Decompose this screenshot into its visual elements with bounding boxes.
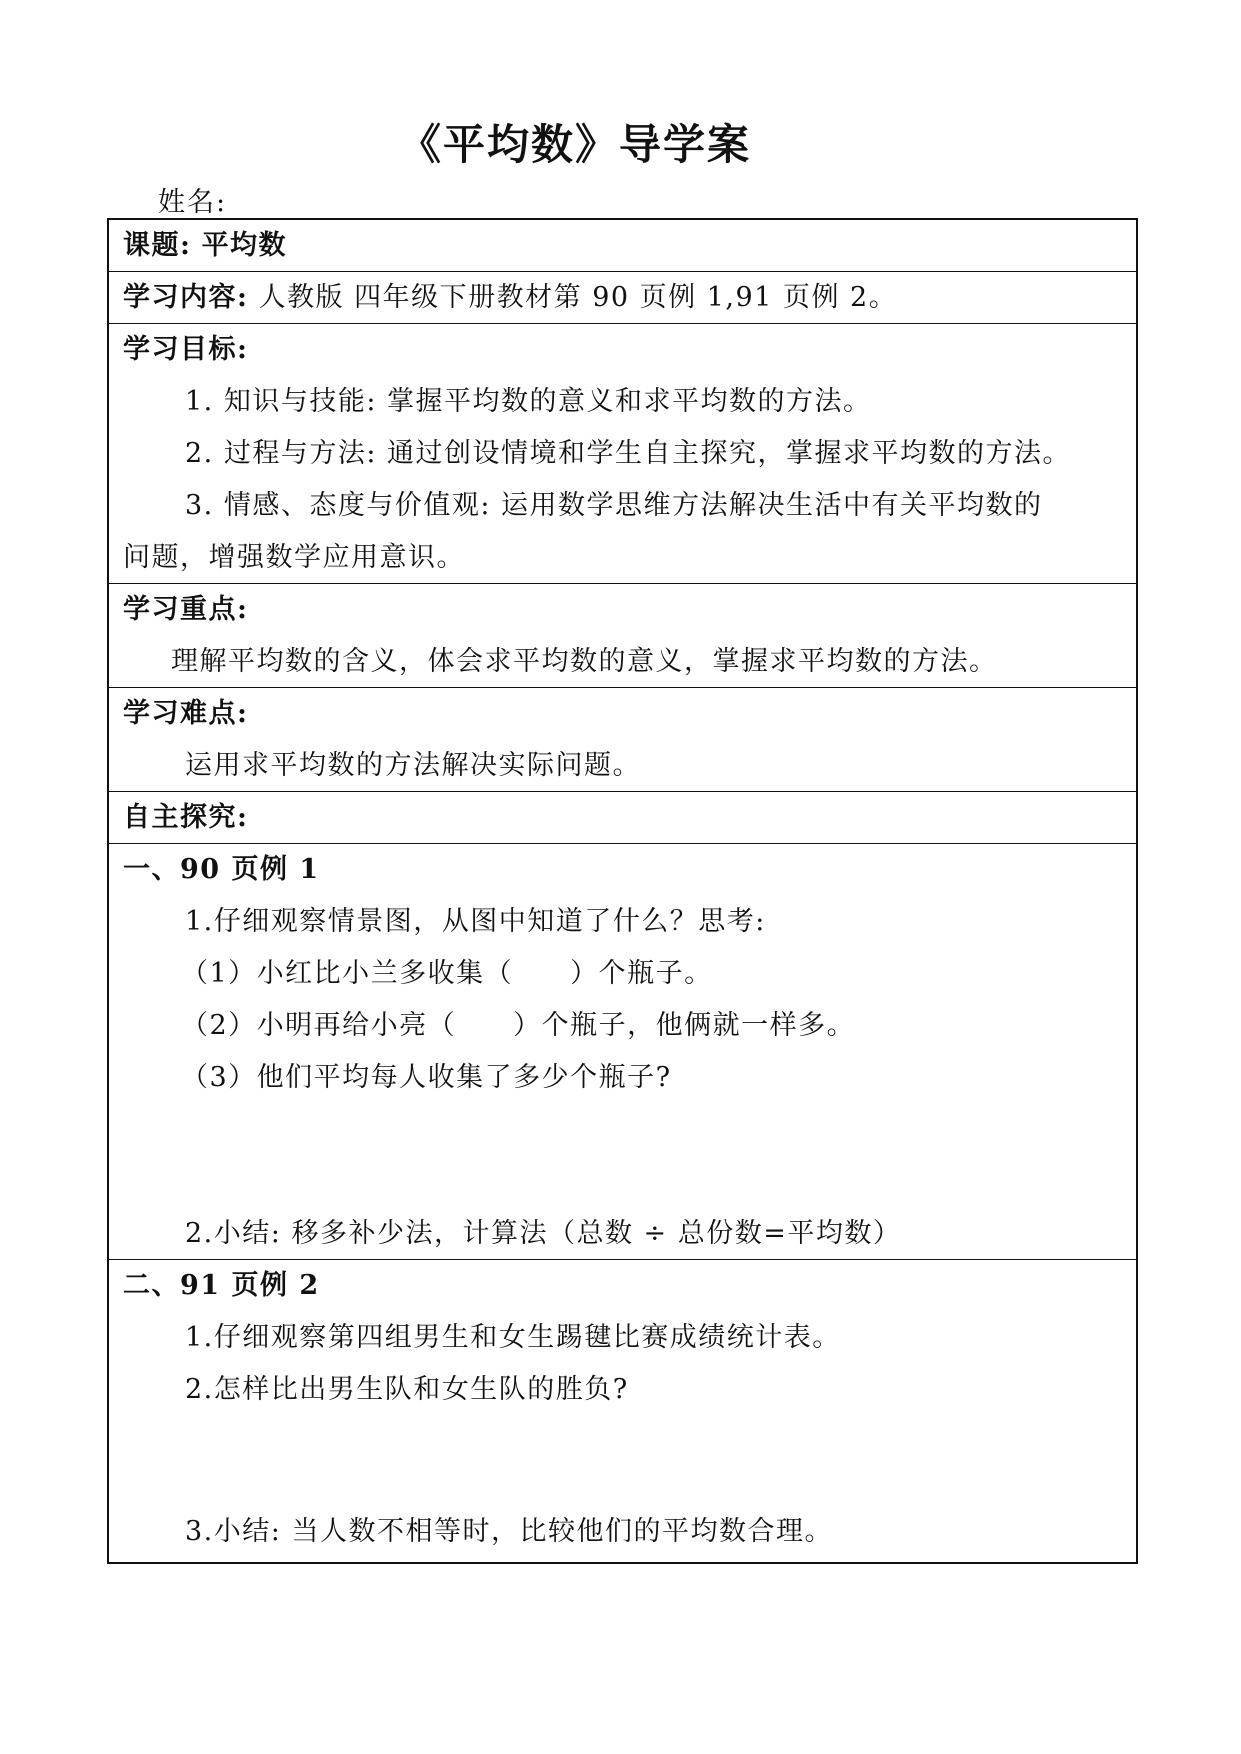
difficulties-row xyxy=(109,688,1136,792)
explore-row xyxy=(109,792,1136,844)
worksheet-table xyxy=(107,218,1138,1564)
sub-question: （3）他们平均每人收集了多少个瓶子? xyxy=(181,1062,672,1093)
section1-question: 1.仔细观察情景图，从图中知道了什么？思考: xyxy=(185,906,766,937)
goals-row xyxy=(109,324,1136,584)
sub-question: （2）小明再给小亮（ ）个瓶子，他俩就一样多。 xyxy=(181,1010,856,1041)
difficulties-label: 学习难点: xyxy=(123,698,249,729)
key-points-label: 学习重点: xyxy=(123,594,249,625)
goal-item: 3. 情感、态度与价值观: 运用数学思维方法解决生活中有关平均数的 xyxy=(185,490,1043,521)
goals-label: 学习目标: xyxy=(123,334,249,365)
content-value: 人教版 四年级下册教材第 90 页例 1,91 页例 2。 xyxy=(258,282,898,313)
content-label: 学习内容: xyxy=(123,282,249,313)
section1-heading: 一、90 页例 1 xyxy=(123,854,320,885)
name-label: 姓名: xyxy=(158,187,228,218)
section2-heading: 二、91 页例 2 xyxy=(123,1270,320,1301)
topic-row xyxy=(109,220,1136,272)
section1-row xyxy=(109,844,1136,1260)
topic-label: 课题: xyxy=(123,230,192,261)
sub-question: （1）小红比小兰多收集（ ）个瓶子。 xyxy=(181,958,713,989)
section1-summary: 2.小结: 移多补少法，计算法（总数 ÷ 总份数=平均数） xyxy=(185,1218,902,1249)
difficulties-text: 运用求平均数的方法解决实际问题。 xyxy=(185,750,641,781)
content-row xyxy=(109,272,1136,324)
key-points-text: 理解平均数的含义，体会求平均数的意义，掌握求平均数的方法。 xyxy=(171,646,998,677)
key-points-row xyxy=(109,584,1136,688)
section2-row xyxy=(109,1260,1136,1562)
section2-summary: 3.小结: 当人数不相等时，比较他们的平均数合理。 xyxy=(185,1516,833,1547)
goal-item: 问题，增强数学应用意识。 xyxy=(123,542,465,573)
page-title: 《平均数》导学案 xyxy=(398,120,751,169)
explore-label: 自主探究: xyxy=(123,802,249,833)
goal-item: 2. 过程与方法: 通过创设情境和学生自主探究，掌握求平均数的方法。 xyxy=(185,438,1072,469)
topic-value: 平均数 xyxy=(201,230,288,261)
section2-question: 2.怎样比出男生队和女生队的胜负? xyxy=(185,1374,629,1405)
goal-item: 1. 知识与技能: 掌握平均数的意义和求平均数的方法。 xyxy=(185,386,872,417)
section2-question: 1.仔细观察第四组男生和女生踢毽比赛成绩统计表。 xyxy=(185,1322,841,1353)
